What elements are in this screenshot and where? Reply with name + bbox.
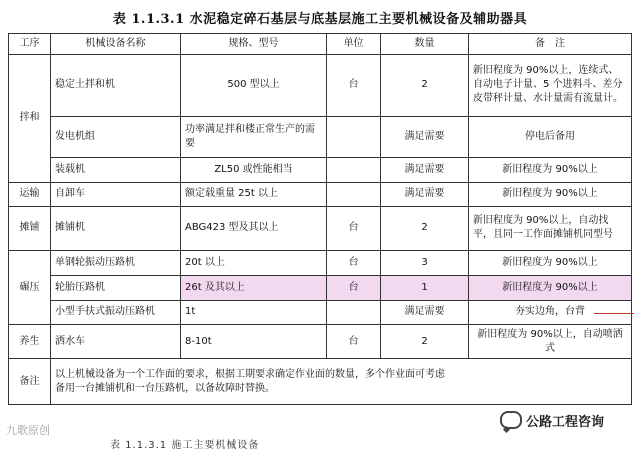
equipment-qty: 满足需要 (381, 182, 469, 206)
equipment-name: 洒水车 (51, 325, 181, 359)
equipment-spec: ZL50 或性能相当 (181, 157, 327, 182)
process-cell: 拌和 (9, 54, 51, 182)
table-row (9, 157, 632, 182)
equipment-qty: 满足需要 (381, 157, 469, 182)
table-row-highlighted (9, 275, 632, 300)
equipment-name: 装载机 (51, 157, 181, 182)
header-name: 机械设备名称 (51, 34, 181, 55)
remark-text (51, 359, 632, 405)
table-row (9, 54, 632, 116)
watermark-left (6, 422, 50, 438)
equipment-name: 小型手扶式振动压路机 (51, 300, 181, 325)
watermark-right-text: 公路工程咨询 (526, 414, 605, 430)
header-spec: 规格、型号 (181, 34, 327, 55)
remark-line-2: 备用一台摊铺机和一台压路机，以备故障时替换。 (55, 382, 275, 394)
equipment-qty: 2 (381, 206, 469, 250)
equipment-spec: ABG423 型及其以上 (181, 206, 327, 250)
header-note: 备 注 (469, 34, 632, 55)
equipment-note: 新旧程度为 90%以上 (469, 182, 632, 206)
equipment-qty: 1 (381, 275, 469, 300)
equipment-qty: 2 (381, 54, 469, 116)
table-row (9, 116, 632, 157)
equipment-unit: 台 (327, 250, 381, 275)
equipment-qty: 满足需要 (381, 300, 469, 325)
equipment-spec: 26t 及其以上 (181, 275, 327, 300)
equipment-note: 新旧程度为 90%以上 (469, 275, 632, 300)
equipment-note: 新旧程度为 90%以上，自动喷洒式 (469, 325, 632, 359)
remark-row (9, 359, 632, 405)
equipment-unit (327, 300, 381, 325)
equipment-spec: 500 型以上 (181, 54, 327, 116)
header-unit: 单位 (327, 34, 381, 55)
equipment-spec: 8-10t (181, 325, 327, 359)
header-row (9, 34, 632, 55)
equipment-note: 新旧程度为 90%以上 (469, 157, 632, 182)
table-title: 表 1.1.3.1 水泥稳定碎石基层与底基层施工主要机械设备及辅助器具 (112, 12, 528, 27)
equipment-qty: 2 (381, 325, 469, 359)
equipment-name: 单钢轮振动压路机 (51, 250, 181, 275)
equipment-note: 新旧程度为 90%以上 (469, 250, 632, 275)
table-row (9, 300, 632, 325)
equipment-unit: 台 (327, 54, 381, 116)
equipment-unit (327, 182, 381, 206)
equipment-name: 稳定土拌和机 (51, 54, 181, 116)
table-row (9, 325, 632, 359)
watermark-right (500, 409, 604, 431)
equipment-spec: 1t (181, 300, 327, 325)
equipment-unit (327, 157, 381, 182)
process-cell: 摊铺 (9, 206, 51, 250)
remark-label: 备注 (9, 359, 51, 405)
red-underline-mark (594, 313, 634, 314)
equipment-table (8, 33, 632, 405)
equipment-name: 发电机组 (51, 116, 181, 157)
table-row (9, 250, 632, 275)
equipment-note: 夯实边角，台背 (469, 300, 632, 325)
equipment-spec: 额定载重量 25t 以上 (181, 182, 327, 206)
table-row (9, 206, 632, 250)
equipment-note: 新旧程度为 90%以上，连续式、自动电子计量、5 个进料斗、差分皮带秤计量、水计量需有流量计。 (469, 54, 632, 116)
equipment-name: 摊铺机 (51, 206, 181, 250)
equipment-unit (327, 116, 381, 157)
cut-off-caption: 表 1.1.3.1 施工主要机械设备 (110, 440, 260, 451)
equipment-spec: 功率满足拌和楼正常生产的需要 (181, 116, 327, 157)
equipment-name: 自卸车 (51, 182, 181, 206)
equipment-unit: 台 (327, 275, 381, 300)
process-cell: 碾压 (9, 250, 51, 324)
equipment-qty: 满足需要 (381, 116, 469, 157)
remark-line-1: 以上机械设备为一个工作面的要求，根据工期要求确定作业面的数量，多个作业面可考虑 (55, 368, 445, 380)
equipment-qty: 3 (381, 250, 469, 275)
table-row (9, 182, 632, 206)
equipment-note: 停电后备用 (469, 116, 632, 157)
header-process: 工序 (9, 34, 51, 55)
chat-bubble-icon (500, 411, 522, 429)
process-cell: 养生 (9, 325, 51, 359)
process-cell: 运输 (9, 182, 51, 206)
header-qty: 数量 (381, 34, 469, 55)
watermark-left-text: 九歌原创 (6, 424, 50, 437)
equipment-unit: 台 (327, 206, 381, 250)
equipment-spec: 20t 以上 (181, 250, 327, 275)
equipment-name: 轮胎压路机 (51, 275, 181, 300)
equipment-note: 新旧程度为 90%以上，自动找平，且同一工作面摊铺机同型号 (469, 206, 632, 250)
equipment-unit: 台 (327, 325, 381, 359)
